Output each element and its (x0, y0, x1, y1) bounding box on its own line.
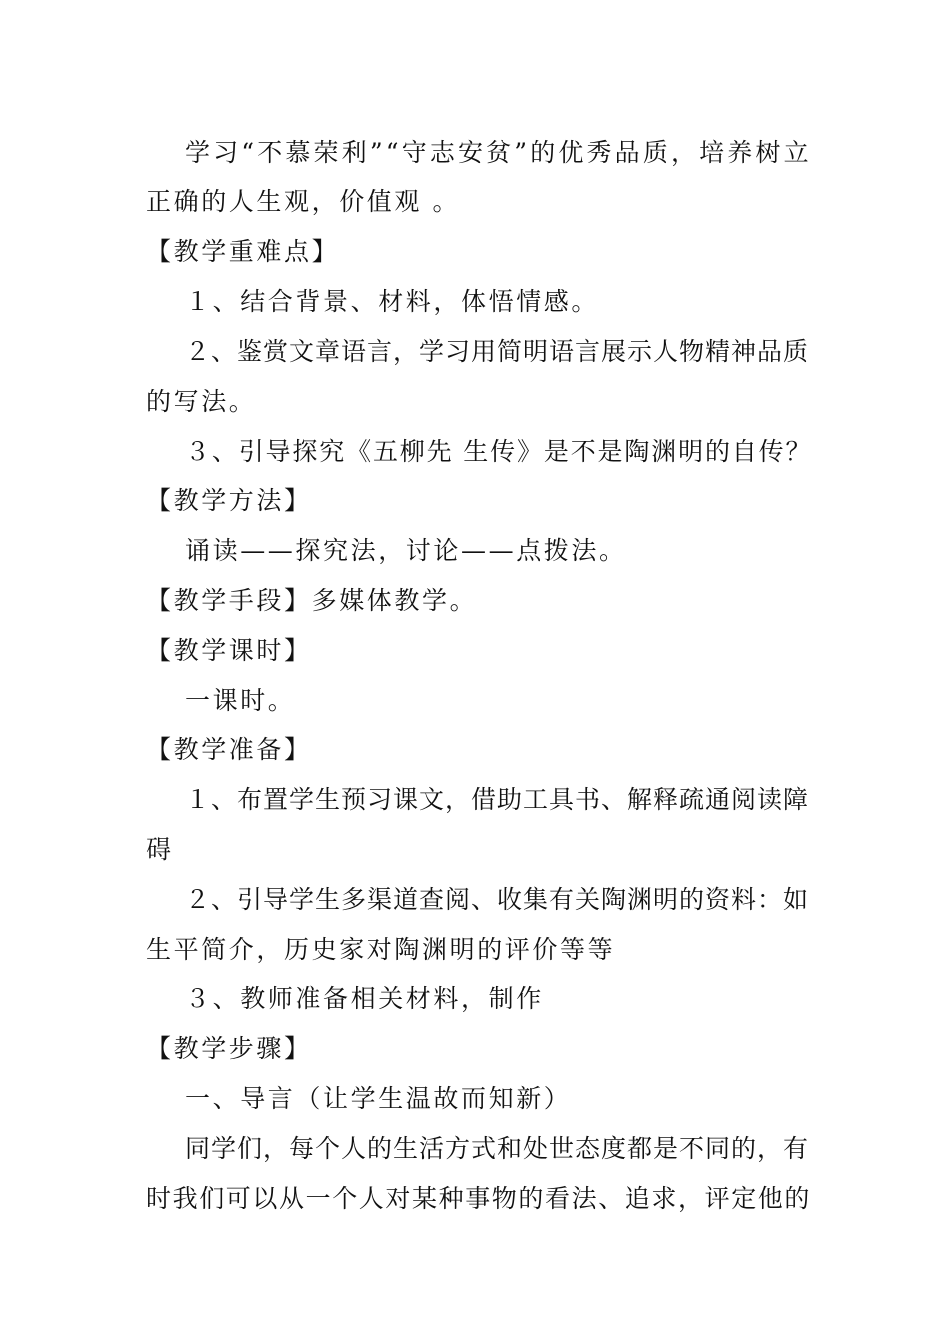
section-heading: 【教学课时】 (146, 636, 312, 665)
list-item: ３、教师准备相关材料，制作 (185, 984, 544, 1013)
list-item: １、布置学生预习课文，借助工具书、解释疏通阅读障 (185, 785, 810, 814)
section-heading: 【教学方法】 (146, 486, 312, 515)
paragraph-line: 生平简介，历史家对陶渊明的评价等等 (146, 935, 616, 964)
subsection-heading: 一、导言（让学生温故而知新） (185, 1084, 572, 1113)
paragraph-line: 时我们可以从一个人对某种事物的看法、追求，评定他的 (146, 1184, 812, 1213)
paragraph-line: 正确的人生观，价值观 。 (146, 187, 461, 216)
list-item: ２、引导学生多渠道查阅、收集有关陶渊明的资料：如 (185, 885, 810, 914)
paragraph-line: 同学们，每个人的生活方式和处世态度都是不同的，有 (185, 1134, 810, 1163)
paragraph-line: 诵读——探究法，讨论——点拨法。 (185, 536, 627, 565)
list-item: １、结合背景、材料，体悟情感。 (185, 287, 600, 316)
paragraph-line: 的写法。 (146, 387, 257, 416)
section-heading: 【教学重难点】 (146, 237, 340, 266)
list-item: ２、鉴赏文章语言，学习用简明语言展示人物精神品质 (185, 337, 810, 366)
paragraph-line: 碍 (146, 835, 174, 864)
section-heading: 【教学步骤】 (146, 1034, 312, 1063)
section-heading: 【教学准备】 (146, 735, 312, 764)
paragraph-line: 学习“不慕荣利”“守志安贫”的优秀品质，培养树立 (185, 138, 812, 167)
list-item: ３、引导探究《五柳先 生传》是不是陶渊明的自传？ (185, 437, 813, 466)
section-heading: 【教学手段】多媒体教学。 (146, 586, 478, 615)
paragraph-line: 一课时。 (185, 686, 296, 715)
